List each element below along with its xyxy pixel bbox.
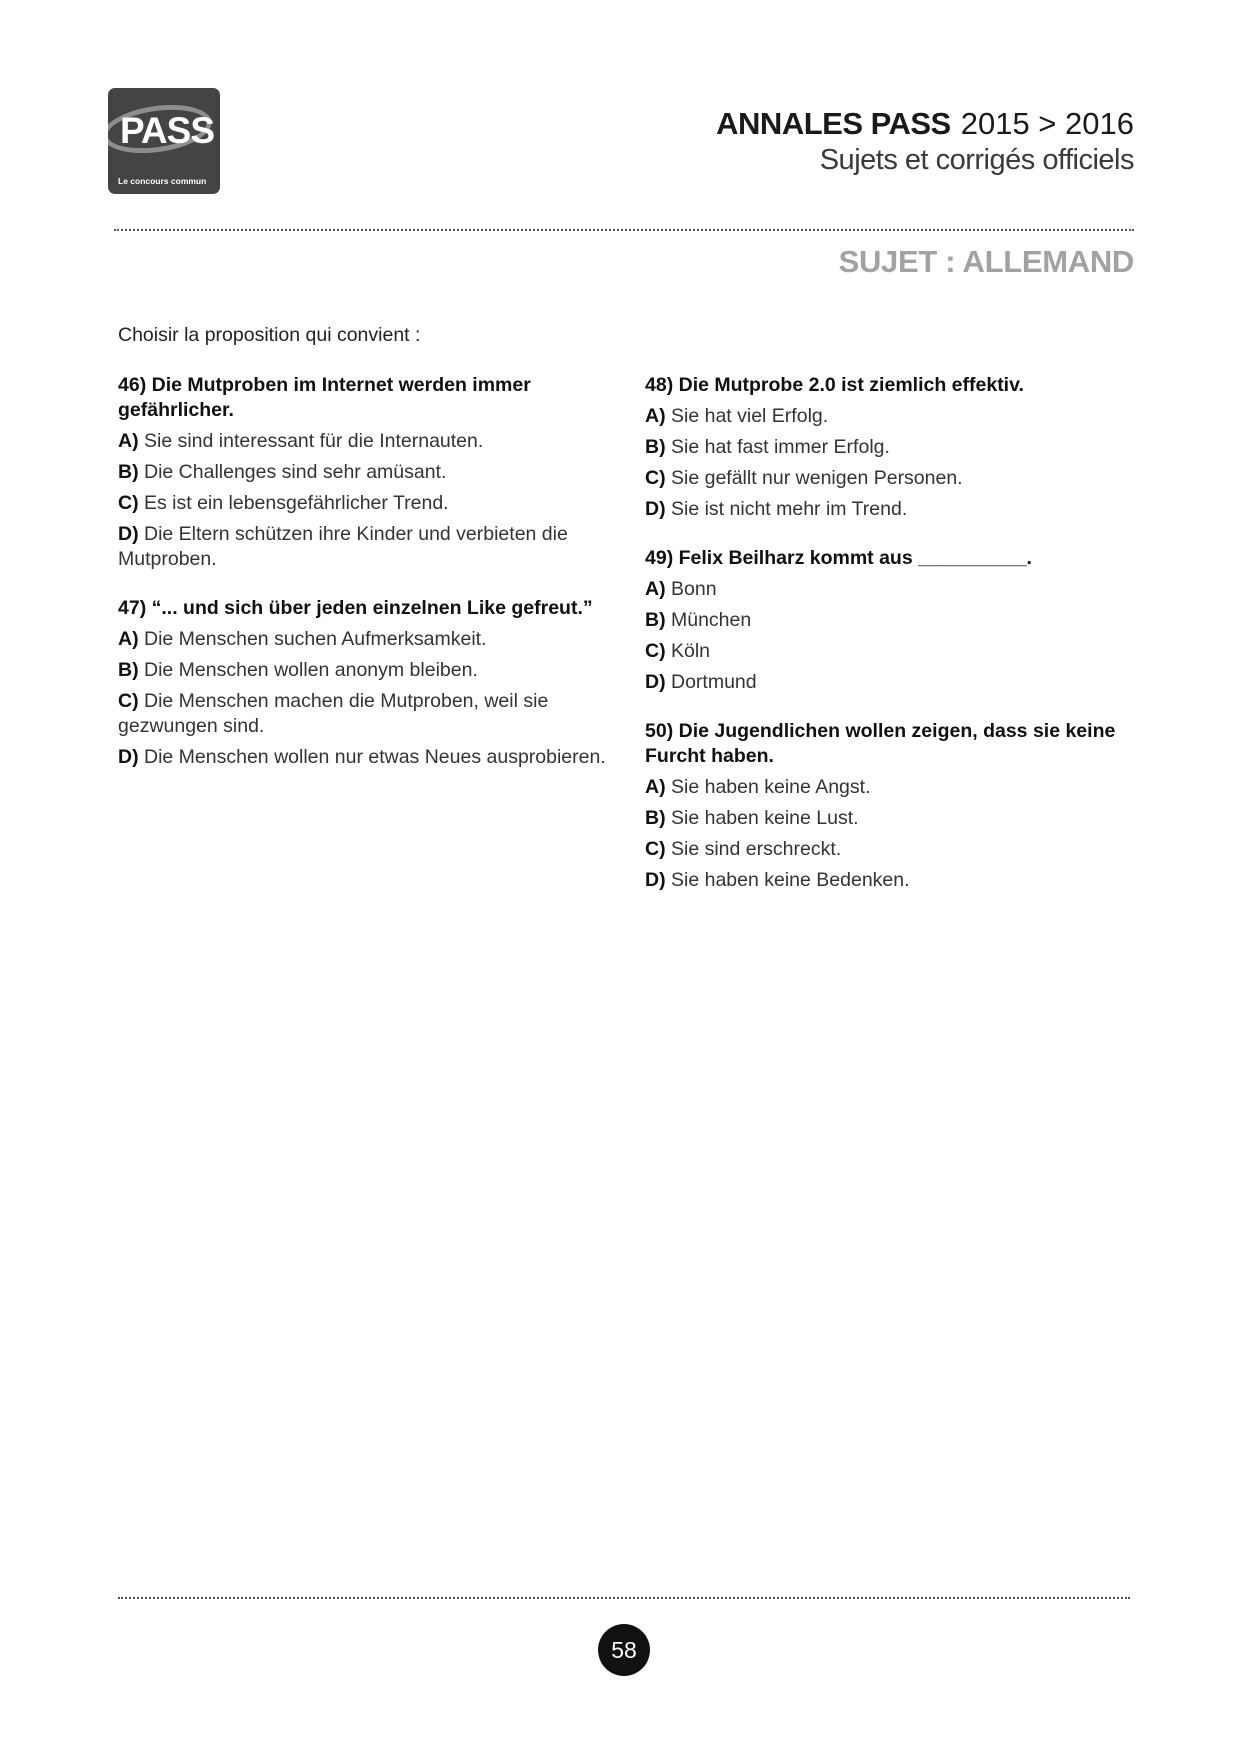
option-b: B) München [645, 609, 752, 631]
option-b: B) Sie haben keine Lust. [645, 807, 859, 829]
header-years: 2015 > 2016 [960, 106, 1134, 141]
question-46 [118, 373, 608, 572]
logo-word: PASS [120, 110, 215, 151]
pass-logo [108, 88, 220, 194]
option-a: A) Sie haben keine Angst. [645, 776, 871, 798]
option-d: D) Sie ist nicht mehr im Trend. [645, 498, 908, 520]
left-column [118, 373, 608, 794]
logo-tagline: Le concours commun [118, 176, 207, 186]
option-c: C) Die Menschen machen die Mutproben, weil sie gezwungen sind. [118, 690, 549, 737]
option-d: D) Sie haben keine Bedenken. [645, 869, 910, 891]
question-49 [645, 546, 1135, 695]
question-title: 47) “... und sich über jeden einzelnen Like gefreut.” [118, 597, 593, 619]
option-c: C) Köln [645, 640, 711, 662]
option-b: B) Die Challenges sind sehr amüsant. [118, 461, 447, 483]
question-title: 49) Felix Beilharz kommt aus __________. [645, 547, 1032, 569]
option-c: C) Sie gefällt nur wenigen Personen. [645, 467, 963, 489]
question-title: 46) Die Mutproben im Internet werden immer gefährlicher. [118, 374, 531, 421]
question-50 [645, 719, 1135, 893]
question-title: 48) Die Mutprobe 2.0 ist ziemlich effektiv. [645, 374, 1024, 396]
option-a: A) Die Menschen suchen Aufmerksamkeit. [118, 628, 487, 650]
option-b: B) Die Menschen wollen anonym bleiben. [118, 659, 478, 681]
header-title [716, 106, 1134, 142]
option-d: D) Die Menschen wollen nur etwas Neues ausprobieren. [118, 746, 606, 768]
question-48 [645, 373, 1135, 522]
header-divider [114, 229, 1134, 231]
option-d: D) Die Eltern schützen ihre Kinder und verbieten die Mutproben. [118, 523, 568, 570]
question-title: 50) Die Jugendlichen wollen zeigen, dass sie keine Furcht haben. [645, 720, 1116, 767]
question-47 [118, 596, 608, 770]
option-a: A) Bonn [645, 578, 717, 600]
page-number: 58 [598, 1624, 650, 1676]
instruction-text: Choisir la proposition qui convient : [118, 324, 421, 346]
subject-title: SUJET : ALLEMAND [838, 244, 1134, 279]
option-b: B) Sie hat fast immer Erfolg. [645, 436, 890, 458]
option-a: A) Sie hat viel Erfolg. [645, 405, 829, 427]
footer-divider [118, 1597, 1130, 1599]
header-title-bold: ANNALES PASS [716, 106, 951, 141]
option-a: A) Sie sind interessant für die Internauten. [118, 430, 484, 452]
option-c: C) Es ist ein lebensgefährlicher Trend. [118, 492, 449, 514]
right-column [645, 373, 1135, 917]
option-d: D) Dortmund [645, 671, 757, 693]
header-subtitle: Sujets et corrigés officiels [819, 144, 1134, 176]
option-c: C) Sie sind erschreckt. [645, 838, 842, 860]
